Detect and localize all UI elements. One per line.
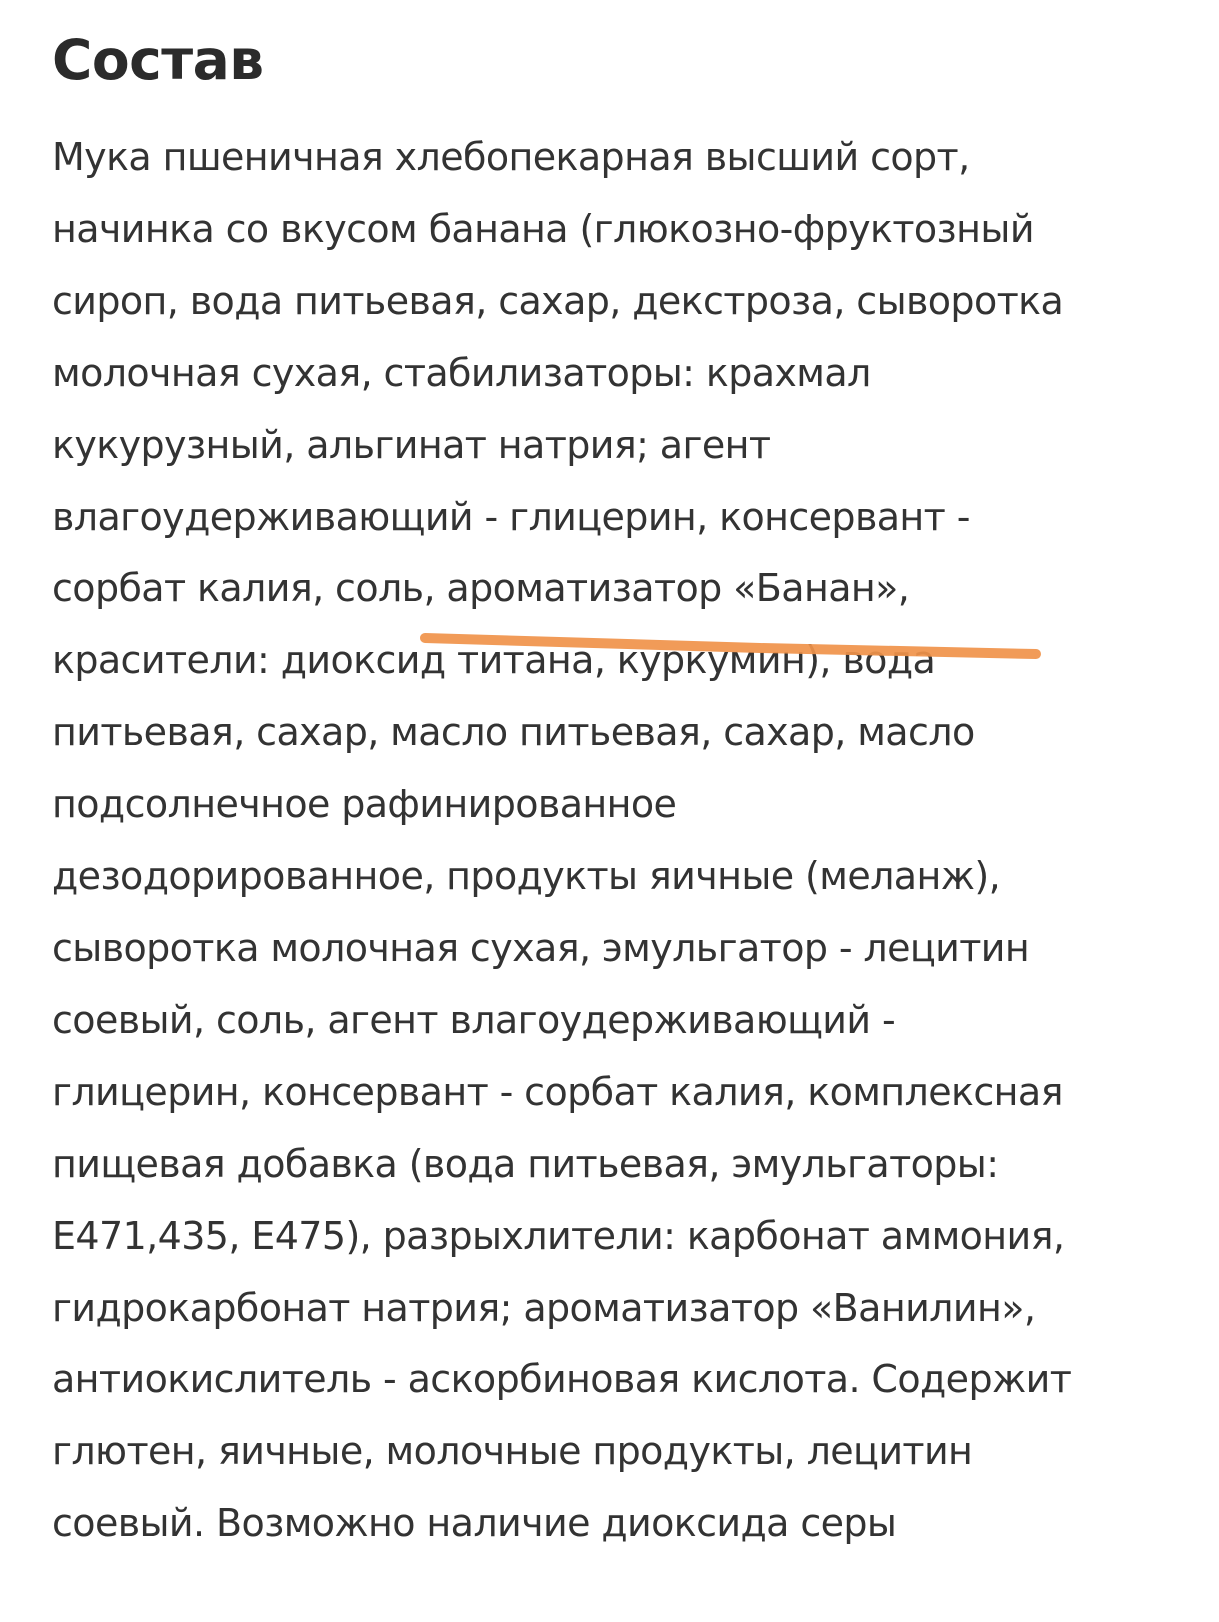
- composition-line: соевый. Возможно наличие диоксида серы: [52, 1501, 897, 1546]
- composition-line: красители: диоксид титана, куркумин), вода: [52, 638, 936, 683]
- composition-line: кукурузный, альгинат натрия; агент: [52, 422, 771, 467]
- composition-line: антиокислитель - аскорбиновая кислота. Содержит: [52, 1357, 1072, 1402]
- composition-line: пищевая добавка (вода питьевая, эмульгаторы:: [52, 1141, 999, 1186]
- composition-line: дезодорированное, продукты яичные (меланж),: [52, 854, 1001, 899]
- composition-text: [52, 122, 1182, 1560]
- composition-line: глютен, яичные, молочные продукты, лецитин: [52, 1429, 973, 1474]
- composition-line: сироп, вода питьевая, сахар, декстроза, сыворотка: [52, 278, 1064, 323]
- composition-line: сыворотка молочная сухая, эмульгатор - лецитин: [52, 925, 1030, 970]
- composition-line: подсолнечное рафинированное: [52, 782, 677, 827]
- composition-line: Мука пшеничная хлебопекарная высший сорт,: [52, 135, 970, 179]
- composition-line: влагоудерживающий - глицерин, консервант -: [52, 494, 970, 539]
- section-title: Состав: [52, 28, 264, 92]
- composition-line: Е471,435, Е475), разрыхлители: карбонат аммония,: [52, 1213, 1065, 1258]
- composition-line: глицерин, консервант - сорбат калия, комплексная: [52, 1069, 1063, 1114]
- composition-line: молочная сухая, стабилизаторы: крахмал: [52, 350, 871, 395]
- composition-line: начинка со вкусом банана (глюкозно-фруктозный: [52, 206, 1034, 251]
- composition-line: сорбат калия, соль, ароматизатор «Банан»,: [52, 566, 910, 611]
- composition-line: соевый, соль, агент влагоудерживающий -: [52, 997, 896, 1042]
- composition-line: гидрокарбонат натрия; ароматизатор «Ванилин»,: [52, 1285, 1036, 1330]
- composition-line: питьевая, сахар, масло питьевая, сахар, масло: [52, 710, 975, 755]
